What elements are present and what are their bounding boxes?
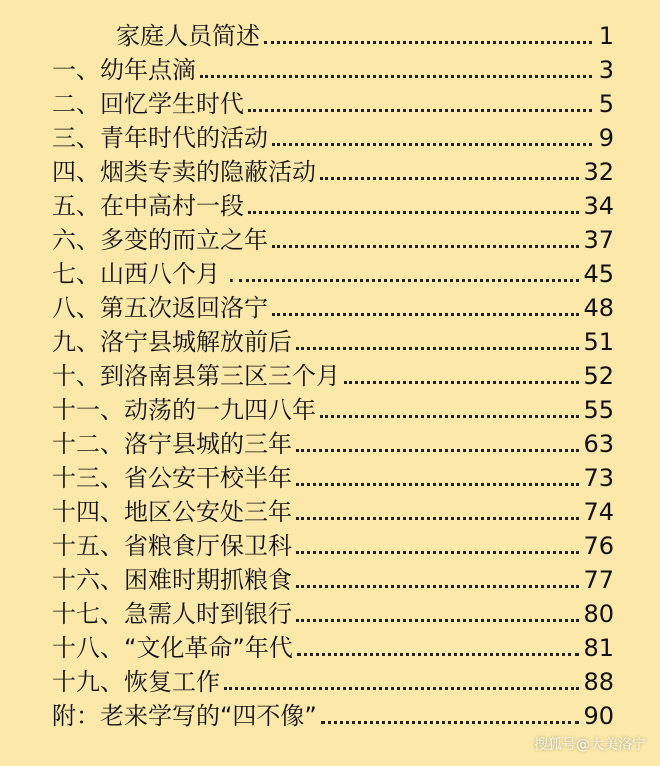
toc-entry-page: 80 <box>583 600 614 628</box>
toc-entry <box>52 357 614 391</box>
toc-entry <box>52 697 614 731</box>
toc-entry-number: 十四、 <box>52 498 124 526</box>
toc-entry-number: 附： <box>52 702 100 730</box>
toc-entry <box>116 17 614 51</box>
toc-entry-title: 第五次返回洛宁 <box>100 294 268 322</box>
dot-leader <box>297 653 580 656</box>
toc-entry-title: 回忆学生时代 <box>100 90 244 118</box>
toc-entry-number: 十五、 <box>52 532 124 560</box>
toc-entry-page: 45 <box>583 260 614 288</box>
toc-entry-number: 十三、 <box>52 464 124 492</box>
toc-entry <box>52 85 614 119</box>
dot-leader <box>296 585 579 588</box>
toc-entry-number: 一、 <box>52 56 100 84</box>
toc-entry-title: 到洛南县第三区三个月 <box>100 362 340 390</box>
toc-entry <box>52 561 614 595</box>
toc-entry-number: 七、 <box>52 260 100 288</box>
dot-leader <box>239 279 579 282</box>
toc-entry-page: 88 <box>583 668 614 696</box>
toc-entry <box>52 663 614 697</box>
toc-entry-page: 52 <box>583 362 614 390</box>
toc-entry-title: 省公安干校半年 <box>124 464 292 492</box>
toc-entry-page: 81 <box>583 634 614 662</box>
toc-entry-number: 四、 <box>52 158 100 186</box>
toc-entry <box>52 391 614 425</box>
toc-entry <box>52 323 614 357</box>
dot-leader <box>296 619 579 622</box>
toc-entry <box>52 289 614 323</box>
toc-entry-number: 六、 <box>52 226 100 254</box>
toc-entry <box>52 459 614 493</box>
toc-entry-number: 三、 <box>52 124 100 152</box>
toc-entry <box>52 595 614 629</box>
toc-entry-title: 洛宁县城的三年 <box>124 430 292 458</box>
toc-entry-title: 青年时代的活动 <box>100 124 268 152</box>
toc-entry-page: 1 <box>598 22 614 50</box>
dot-leader <box>296 347 579 350</box>
toc-entry-title: 洛宁县城解放前后 <box>100 328 292 356</box>
dot-leader <box>264 41 592 44</box>
toc-entry-number: 九、 <box>52 328 100 356</box>
watermark: 搜狐号@大美洛宁 <box>534 737 646 753</box>
toc-entry <box>52 187 614 221</box>
toc-entry <box>52 255 614 289</box>
toc-entry <box>52 153 614 187</box>
dot-leader <box>296 551 579 554</box>
dot-leader <box>296 483 579 486</box>
toc-entry-page: 51 <box>583 328 614 356</box>
toc-entry-page: 55 <box>583 396 614 424</box>
toc-entry <box>52 629 614 663</box>
toc-entry <box>52 221 614 255</box>
toc-entry-number: 十一、 <box>52 396 124 424</box>
toc-entry <box>52 119 614 153</box>
toc-entry-title: 多变的而立之年 <box>100 226 268 254</box>
dot-leader <box>320 177 579 180</box>
toc-entry-page: 5 <box>598 90 614 118</box>
toc-entry-number: 二、 <box>52 90 100 118</box>
toc-entry <box>52 51 614 85</box>
toc-entry-number: 十二、 <box>52 430 124 458</box>
toc-entry-page: 77 <box>583 566 614 594</box>
toc-entry-title: 在中高村一段 <box>100 192 244 220</box>
toc-entry-page: 3 <box>598 56 614 84</box>
toc-entry-title: 省粮食厅保卫科 <box>124 532 292 560</box>
toc-entry-title: 困难时期抓粮食 <box>124 566 292 594</box>
toc-entry-title: 急需人时到银行 <box>124 600 292 628</box>
toc-entry-title: 山西八个月 . <box>100 260 236 288</box>
toc-entry-number: 十九、 <box>52 668 124 696</box>
toc-entry-page: 9 <box>598 124 614 152</box>
toc-entry-title: 动荡的一九四八年 <box>124 396 316 424</box>
toc-entry <box>52 425 614 459</box>
toc-entry-page: 48 <box>583 294 614 322</box>
toc-entry-title: 地区公安处三年 <box>124 498 292 526</box>
dot-leader <box>248 109 592 112</box>
toc-entry-page: 74 <box>583 498 614 526</box>
toc-entry-title: 烟类专卖的隐蔽活动 <box>100 158 316 186</box>
dot-leader <box>224 687 579 690</box>
toc-entry-page: 90 <box>583 702 614 730</box>
dot-leader <box>200 75 592 78</box>
toc-entry-page: 37 <box>583 226 614 254</box>
dot-leader <box>296 449 579 452</box>
toc-entry-number: 八、 <box>52 294 100 322</box>
toc-entry <box>52 493 614 527</box>
dot-leader <box>321 721 580 724</box>
toc-entry-page: 76 <box>583 532 614 560</box>
toc-entry-page: 73 <box>583 464 614 492</box>
dot-leader <box>344 381 579 384</box>
dot-leader <box>272 143 592 146</box>
toc-entry <box>52 527 614 561</box>
toc-entry-page: 63 <box>583 430 614 458</box>
dot-leader <box>320 415 579 418</box>
toc-entry-title: 老来学写的“四不像” <box>100 702 317 730</box>
toc-entry-page: 32 <box>583 158 614 186</box>
dot-leader <box>248 211 579 214</box>
dot-leader <box>272 245 579 248</box>
toc-entry-title: 幼年点滴 <box>100 56 196 84</box>
toc-entry-number: 十七、 <box>52 600 124 628</box>
toc-entry-number: 十六、 <box>52 566 124 594</box>
toc-entry-number: 五、 <box>52 192 100 220</box>
toc-entry-title: “文化革命”年代 <box>124 634 293 662</box>
toc-entry-page: 34 <box>583 192 614 220</box>
toc-entry-number: 十、 <box>52 362 100 390</box>
dot-leader <box>296 517 579 520</box>
toc-entry-title: 恢复工作 <box>124 668 220 696</box>
toc-entry-number: 十八、 <box>52 634 124 662</box>
dot-leader <box>272 313 579 316</box>
toc-entry-title: 家庭人员简述 <box>116 22 260 50</box>
